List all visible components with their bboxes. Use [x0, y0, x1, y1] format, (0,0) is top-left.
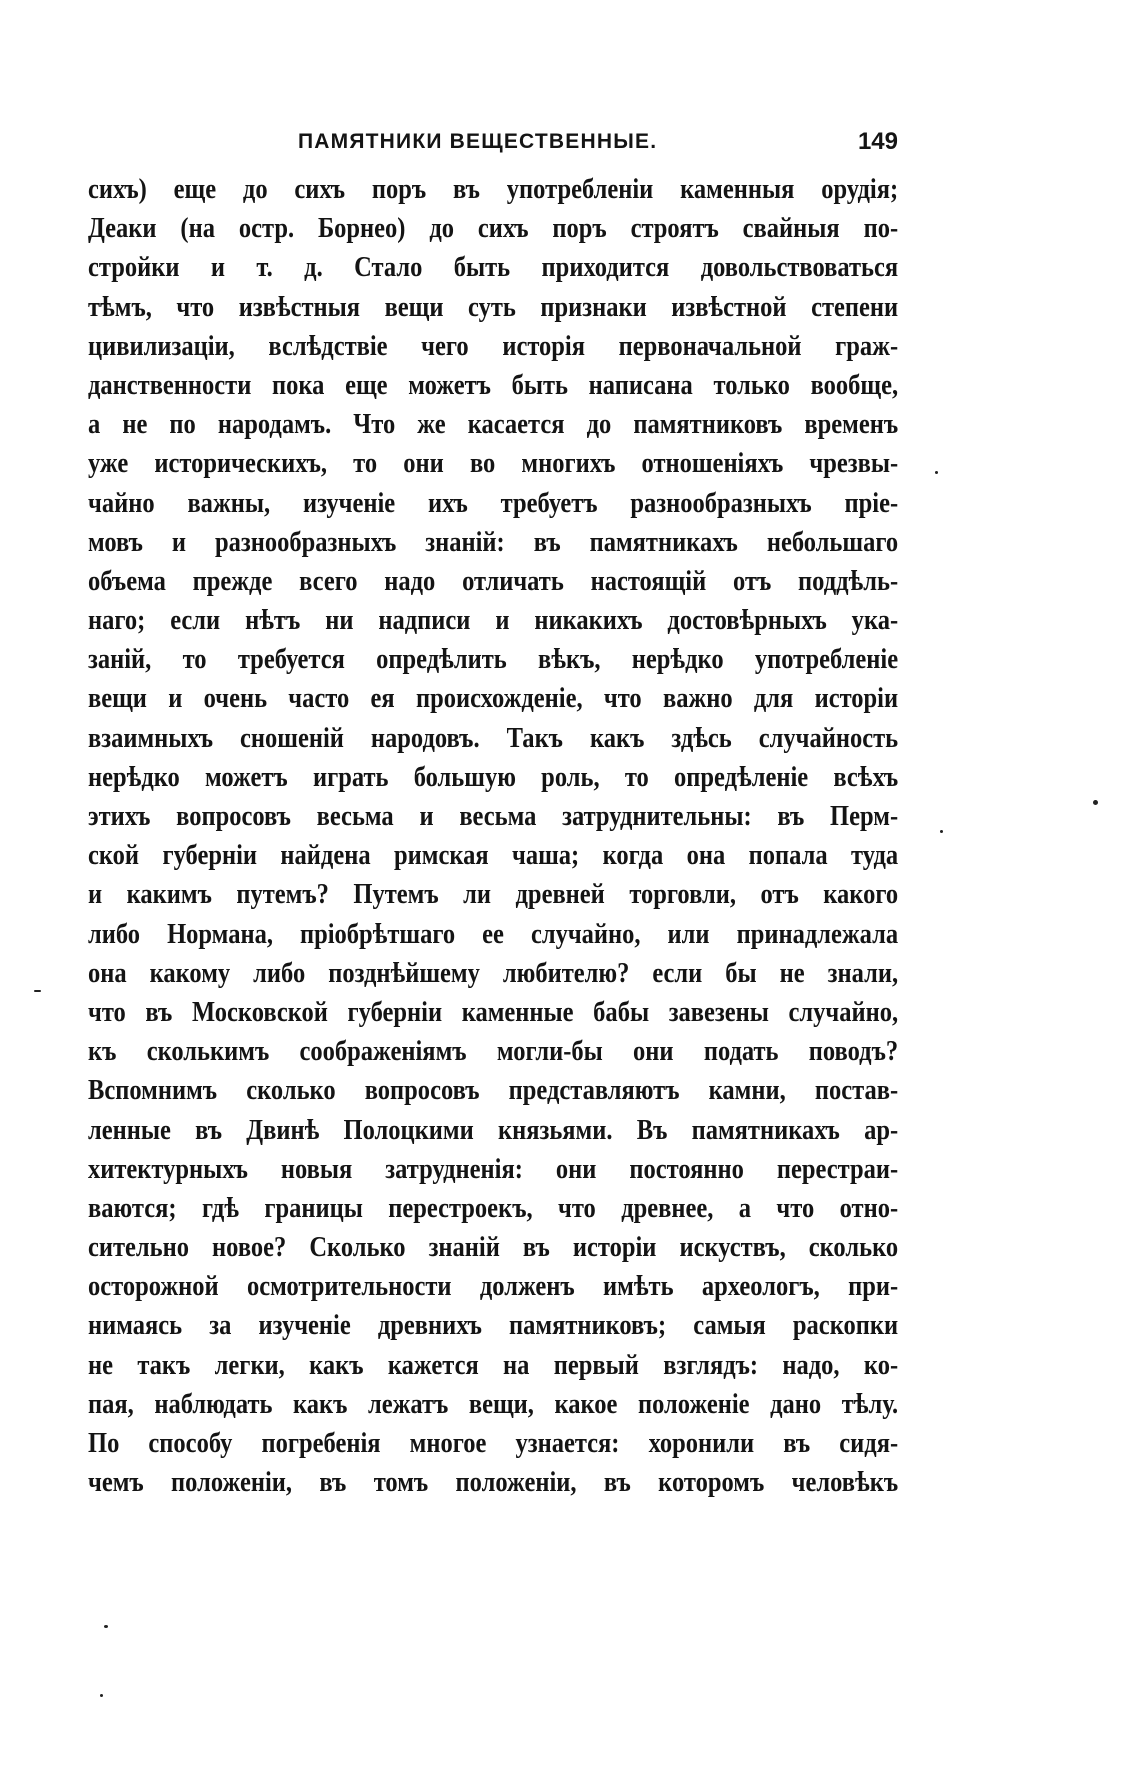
text-line: ленные въ Двинѣ Полоцкими князьями. Въ памятникахъ ар-	[88, 1114, 899, 1146]
text-line: нерѣдко можетъ играть большую роль, то опредѣленіе всѣхъ	[88, 761, 899, 793]
page-number: 149	[857, 128, 898, 155]
scan-speck	[34, 990, 41, 992]
text-line: мовъ и разнообразныхъ знаній: въ памятникахъ небольшаго	[88, 526, 899, 558]
text-line: ской губерніи найдена римская чаша; когда она попала туда	[88, 840, 899, 872]
text-line: этихъ вопросовъ весьма и весьма затруднительны: въ Перм-	[88, 801, 899, 832]
text-line: къ сколькимъ соображеніямъ могли-бы они подать поводъ?	[88, 1036, 899, 1068]
text-line: и какимъ путемъ? Путемъ ли древней торговли, отъ какого	[88, 879, 899, 911]
text-line: сительно новое? Сколько знаній въ исторіи искуствъ, сколько	[88, 1232, 899, 1264]
text-line: взаимныхъ сношеній народовъ. Такъ какъ здѣсь случайность	[88, 722, 899, 754]
text-line: Деаки (на остр. Борнео) до сихъ поръ строятъ свайныя по-	[88, 213, 899, 245]
text-line: уже историческихъ, то они во многихъ отношеніяхъ чрезвы-	[88, 448, 899, 480]
scan-speck	[940, 830, 943, 833]
text-line: чемъ положеніи, въ томъ положеніи, въ которомъ человѣкъ	[88, 1467, 899, 1499]
running-head	[88, 126, 898, 166]
text-line: тѣмъ, что извѣстныя вещи суть признаки извѣстной степени	[88, 291, 899, 323]
text-line: стройки и т. д. Стало быть приходится довольствоваться	[88, 252, 899, 284]
text-line: хитектурныхъ новыя затрудненія: они постоянно перестраи-	[88, 1153, 899, 1185]
text-line: а не по народамъ. Что же касается до памятниковъ временъ	[88, 409, 899, 441]
body-text	[88, 170, 898, 1502]
text-line: осторожной осмотрительности долженъ имѣть археологъ, при-	[88, 1271, 899, 1303]
text-line: Вспомнимъ сколько вопросовъ представляютъ камни, постав-	[88, 1075, 899, 1107]
text-line: не такъ легки, какъ кажется на первый взглядъ: надо, ко-	[88, 1349, 899, 1381]
text-line: вещи и очень часто ея происхожденіе, что важно для исторіи	[88, 683, 899, 715]
text-line: что въ Московской губерніи каменные бабы завезены случайно,	[88, 996, 899, 1028]
text-line: либо Нормана, пріобрѣтшаго ее случайно, или принадлежала	[88, 918, 899, 950]
text-line: чайно важны, изученіе ихъ требуетъ разнообразныхъ пріе-	[88, 487, 899, 519]
scan-speck	[104, 1625, 108, 1628]
text-line: заній, то требуется опредѣлить вѣкъ, нерѣдко употребленіе	[88, 644, 899, 676]
scan-speck	[100, 1694, 103, 1697]
scan-speck	[935, 471, 938, 474]
text-line: сихъ) еще до сихъ поръ въ употребленіи каменныя орудія;	[88, 174, 899, 205]
text-line: пая, наблюдать какъ лежатъ вещи, какое положеніе дано тѣлу.	[88, 1388, 899, 1420]
text-line: ваются; гдѣ границы перестроекъ, что древнее, а что отно-	[88, 1192, 899, 1224]
text-line: она какому либо позднѣйшему любителю? если бы не знали,	[88, 957, 899, 989]
text-line: данственности пока еще можетъ быть написана только вообще,	[88, 369, 899, 401]
running-title: ПАМЯТНИКИ ВЕЩЕСТВЕННЫЕ.	[298, 130, 658, 153]
text-line: цивилизаціи, вслѣдствіе чего исторія первоначальной граж-	[88, 330, 899, 362]
text-line: наго; если нѣтъ ни надписи и никакихъ достовѣрныхъ ука-	[88, 605, 899, 637]
text-line: нимаясь за изученіе древнихъ памятниковъ; самыя раскопки	[88, 1310, 899, 1342]
text-line: По способу погребенія многое узнается: хоронили въ сидя-	[88, 1428, 899, 1459]
scan-speck	[1093, 800, 1098, 805]
text-line: объема прежде всего надо отличать настоящій отъ поддѣль-	[88, 565, 899, 597]
